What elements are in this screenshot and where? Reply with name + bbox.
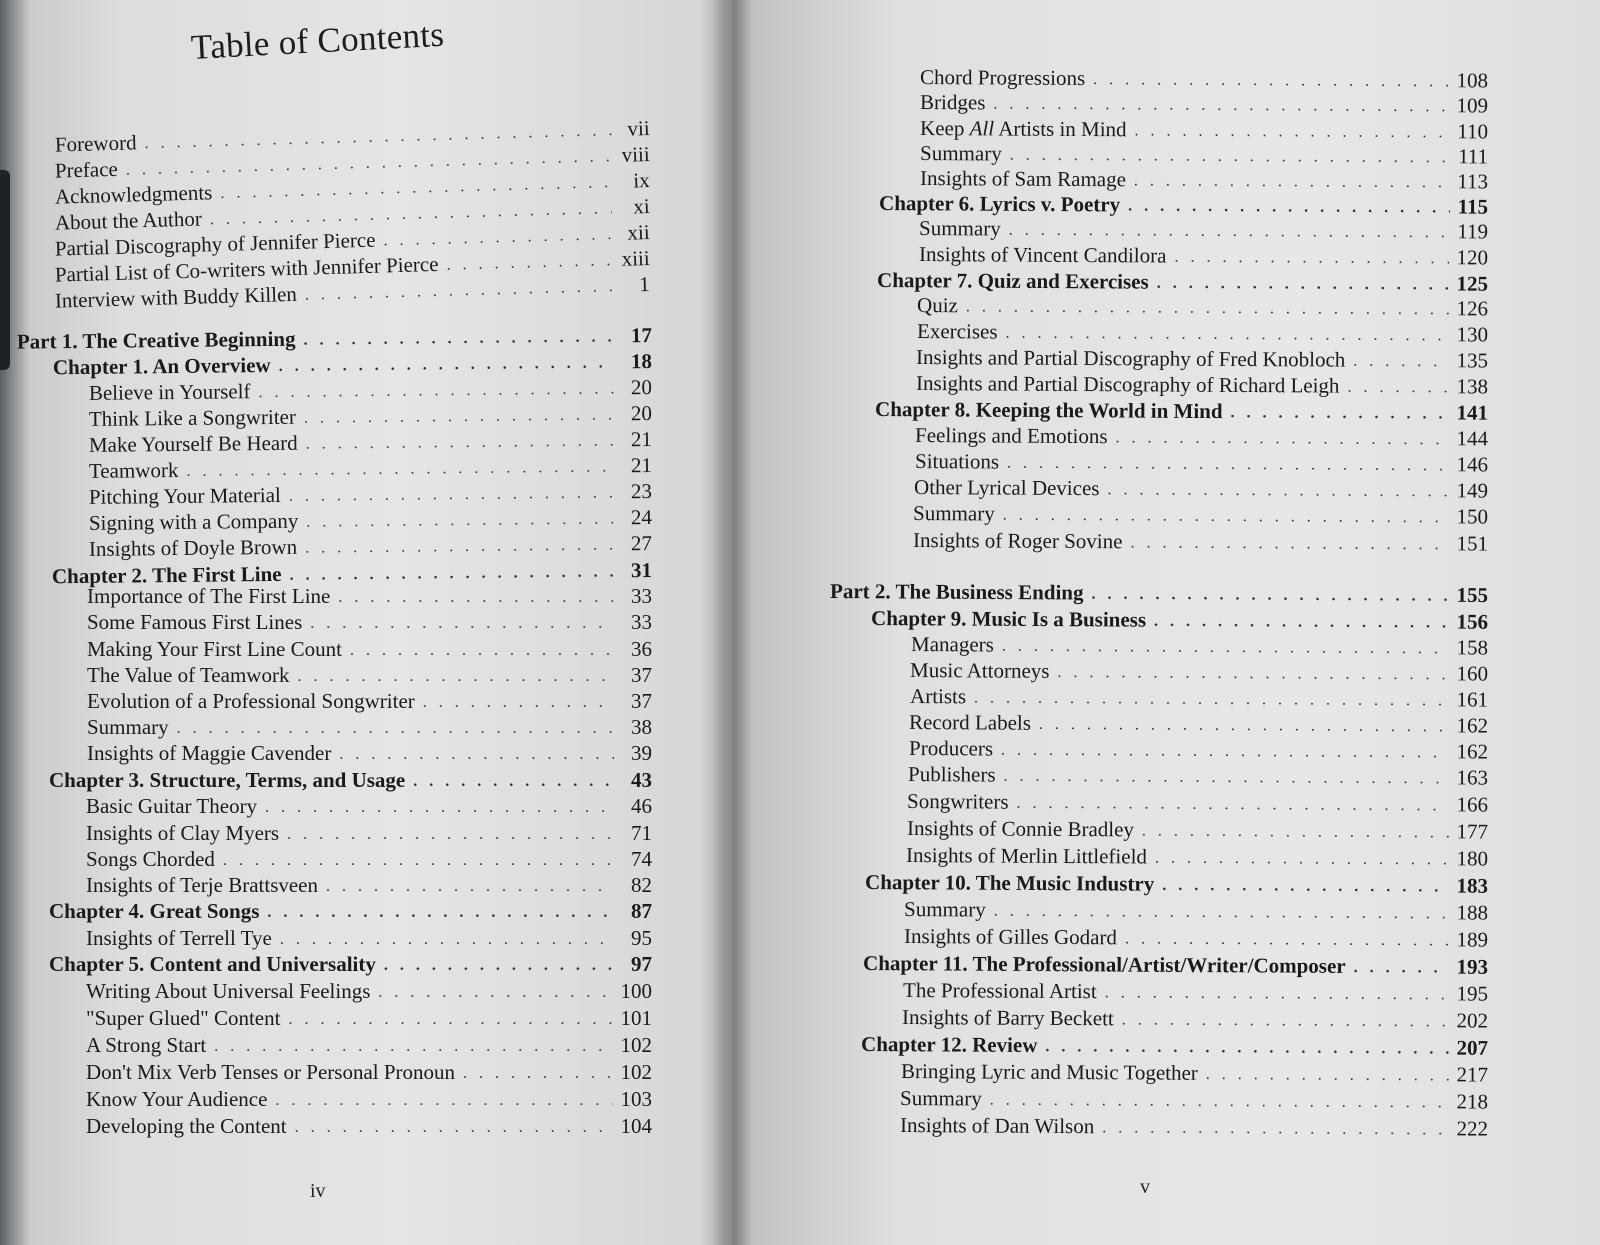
leader-dots: [1039, 714, 1449, 739]
toc-entry-section: [87, 583, 652, 609]
toc-entry-page: 151: [1456, 531, 1489, 556]
toc-entry-page: 39: [631, 741, 652, 765]
toc-entry-page: 166: [1456, 792, 1489, 817]
toc-entry-section: [87, 636, 652, 662]
leader-dots: [306, 508, 614, 533]
toc-entry-label: Publishers: [908, 762, 996, 787]
leader-dots: [297, 666, 614, 688]
toc-entry-label: Insights of Terje Brattsveen: [86, 873, 319, 897]
toc-entry-page: 104: [620, 1114, 652, 1138]
toc-entry-page: 155: [1456, 582, 1489, 608]
toc-entry-label: Managers: [911, 632, 994, 657]
toc-entry-label: Insights of Connie Bradley: [907, 816, 1135, 842]
toc-entry-label: Writing About Universal Feelings: [86, 979, 371, 1003]
toc-entry-label: Insights of Vincent Candilora: [919, 242, 1167, 268]
toc-entry-label: Acknowledgments: [54, 180, 213, 209]
leader-dots: [974, 687, 1449, 712]
leader-dots: [993, 93, 1448, 118]
toc-entry-section: [901, 1058, 1488, 1088]
toc-entry-label: Chapter 5. Content and Universality: [49, 952, 376, 976]
toc-entry-section: [907, 788, 1488, 818]
toc-entry-label: Songs Chorded: [86, 847, 215, 871]
toc-entry-page: viii: [621, 142, 650, 167]
toc-entry-label: Believe in Yourself: [88, 379, 251, 405]
toc-entry-section: [906, 842, 1488, 872]
toc-entry-label: Know Your Audience: [86, 1087, 268, 1111]
toc-entry-label: Teamwork: [88, 457, 179, 483]
toc-entry-section: [909, 735, 1488, 765]
leader-dots: [1102, 1117, 1448, 1141]
right-page: [732, 0, 1600, 1245]
toc-entry-page: 161: [1456, 687, 1489, 712]
toc-entry-page: 37: [631, 689, 652, 713]
toc-entry-page: 162: [1456, 713, 1489, 738]
toc-entry-section: [900, 1085, 1488, 1115]
toc-entry-label: Insights of Gilles Godard: [904, 924, 1118, 950]
toc-entry-section: [907, 815, 1488, 845]
leader-dots: [295, 1117, 613, 1139]
toc-entry-page: 111: [1458, 144, 1489, 169]
toc-entry-label: Partial Discography of Jennifer Pierce: [54, 227, 376, 261]
toc-entry-page: 141: [1456, 400, 1489, 425]
leader-dots: [1009, 220, 1450, 245]
toc-entry-label: Developing the Content: [86, 1114, 287, 1138]
toc-entry-page: 177: [1456, 819, 1489, 844]
toc-entry-label: Summary: [87, 715, 169, 739]
leader-dots: [1091, 584, 1448, 608]
toc-entry-page: 20: [630, 375, 652, 400]
page-number: v: [1140, 1176, 1150, 1198]
toc-entry-page: 183: [1456, 873, 1489, 898]
leader-dots: [463, 1063, 612, 1085]
toc-entry-section: [86, 925, 652, 951]
leader-dots: [339, 744, 614, 766]
leader-dots: [994, 901, 1449, 926]
toc-entry-chapter-9: [871, 605, 1488, 635]
leader-dots: [1003, 505, 1449, 530]
toc-entry-label: Insights of Maggie Cavender: [87, 741, 332, 765]
toc-entry-label: [920, 115, 1135, 142]
toc-entry-label: Record Labels: [909, 710, 1032, 735]
toc-entry-page: 21: [630, 427, 652, 452]
toc-entry-label: Insights of Doyle Brown: [88, 534, 298, 561]
toc-entry-label: Chapter 8. Keeping the World in Mind: [875, 397, 1223, 424]
leader-dots: [310, 613, 614, 635]
toc-entry-page: 108: [1456, 68, 1489, 93]
toc-entry-page: 158: [1456, 635, 1489, 660]
toc-entry-label: Part 1. The Creative Beginning: [16, 326, 296, 354]
toc-entry-page: 218: [1456, 1089, 1489, 1114]
leader-dots: [1045, 1036, 1448, 1060]
toc-entry-section: [86, 1005, 652, 1031]
toc-entry-page: vii: [627, 116, 650, 141]
toc-entry-page: 193: [1456, 954, 1489, 979]
toc-entry-label: Chapter 10. The Music Industry: [865, 870, 1155, 896]
toc-entry-label: Feelings and Emotions: [915, 423, 1108, 449]
leader-dots: [1016, 793, 1448, 818]
toc-entry-section: [911, 631, 1488, 661]
leader-dots: [303, 326, 614, 351]
leader-dots: [350, 640, 614, 662]
toc-entry-section: [86, 1032, 652, 1058]
leader-dots: [1005, 323, 1448, 348]
toc-entry-page: 162: [1456, 739, 1489, 764]
toc-entry-page: 23: [630, 479, 652, 504]
toc-entry-section: [86, 846, 652, 872]
toc-entry-page: 95: [631, 926, 652, 950]
toc-entry-section: [917, 318, 1488, 347]
toc-entry-page: 130: [1456, 322, 1489, 347]
toc-entry-page: 33: [631, 610, 652, 634]
toc-entry-page: 138: [1456, 374, 1489, 399]
toc-entry-label: Basic Guitar Theory: [86, 794, 258, 818]
toc-entry-page: 18: [630, 349, 652, 374]
toc-entry-page: 217: [1456, 1062, 1489, 1087]
leader-dots: [265, 797, 614, 819]
toc-entry-label: Chapter 11. The Professional/Artist/Writer/Composer: [863, 951, 1346, 978]
leader-dots: [1001, 740, 1449, 765]
leader-dots: [1354, 957, 1449, 980]
toc-entry-page: 119: [1457, 219, 1489, 244]
leader-dots: [1134, 170, 1450, 194]
label-text: Keep: [920, 116, 970, 141]
leader-dots: [275, 1090, 612, 1112]
toc-entry-page: 110: [1457, 119, 1489, 144]
toc-entry-page: 150: [1456, 504, 1489, 529]
leader-dots: [1130, 532, 1448, 556]
toc-entry-page: 1: [638, 272, 650, 297]
toc-entry-section: [915, 448, 1488, 477]
toc-entry-page: 27: [630, 531, 652, 556]
toc-entry-section: [919, 215, 1488, 244]
toc-entry-section: [910, 683, 1488, 713]
toc-entry-section: [86, 1113, 652, 1139]
toc-entry-chapter-4: [49, 898, 652, 924]
toc-entry-label: Other Lyrical Devices: [914, 475, 1100, 501]
leader-dots: [338, 587, 614, 609]
toc-entry-page: 149: [1456, 478, 1489, 503]
toc-entry-label: Summary: [920, 141, 1002, 166]
leader-dots: [177, 718, 614, 740]
toc-entry-label: Summary: [904, 897, 986, 922]
toc-entry-page: 46: [631, 794, 652, 818]
leader-dots: [1115, 427, 1448, 451]
leader-dots: [384, 955, 614, 977]
toc-entry-page: 33: [631, 584, 652, 608]
toc-entry-page: 126: [1456, 296, 1489, 321]
leader-dots: [304, 404, 614, 429]
leader-dots: [326, 876, 614, 898]
toc-entry-chapter-5: [49, 951, 652, 977]
toc-entry-page: xii: [627, 220, 650, 245]
leader-dots: [1206, 1064, 1449, 1087]
toc-entry-page: xi: [632, 194, 650, 219]
leader-dots: [1155, 848, 1449, 872]
toc-entry-part-2: [830, 578, 1488, 608]
toc-entry-page: 115: [1457, 194, 1489, 219]
toc-entry-page: 100: [620, 979, 652, 1003]
toc-entry-label: Insights of Terrell Tye: [86, 926, 272, 950]
toc-entry-section: [919, 241, 1488, 270]
toc-entry-label: Songwriters: [907, 789, 1009, 814]
toc-entry-section: [904, 896, 1488, 926]
toc-entry-label: Situations: [915, 449, 1000, 474]
toc-entry-page: 188: [1456, 900, 1489, 925]
toc-entry-page: 36: [631, 637, 652, 661]
toc-entry-section: [87, 714, 652, 740]
leader-dots: [1142, 820, 1449, 844]
toc-entry-label: Bringing Lyric and Music Together: [901, 1059, 1198, 1085]
leader-dots: [223, 850, 614, 872]
toc-entry-label: Make Yourself Be Heard: [88, 430, 298, 457]
toc-entry-section: [915, 422, 1488, 451]
toc-entry-label: Chapter 9. Music Is a Business: [871, 606, 1147, 632]
toc-entry-page: 135: [1456, 348, 1489, 373]
toc-entry-label: Interview with Buddy Killen: [54, 281, 298, 313]
leader-dots: [305, 534, 614, 559]
toc-entry-label: Making Your First Line Count: [87, 637, 342, 661]
toc-entry-label: Preface: [54, 156, 119, 183]
leader-dots: [1107, 479, 1448, 503]
toc-entry-label: Chord Progressions: [920, 65, 1086, 91]
toc-entry-section: [87, 662, 652, 688]
toc-entry-label: A Strong Start: [86, 1033, 207, 1057]
toc-entry-label: Evolution of a Professional Songwriter: [87, 689, 415, 713]
toc-entry-label: Summary: [913, 501, 995, 526]
leader-dots: [1353, 351, 1448, 374]
toc-entry-chapter-8: [875, 396, 1488, 426]
toc-entry-label: The Professional Artist: [903, 978, 1097, 1004]
toc-entry-page: 189: [1456, 927, 1489, 952]
toc-entry-label: Summary: [919, 216, 1001, 241]
toc-entry-page: 180: [1456, 846, 1489, 871]
toc-entry-section: [920, 89, 1488, 118]
toc-entry-label: Some Famous First Lines: [87, 610, 303, 634]
leader-dots: [267, 902, 614, 924]
leader-dots: [1122, 1009, 1449, 1033]
toc-entry-page: 163: [1456, 765, 1489, 790]
toc-entry-section: [904, 923, 1488, 953]
page-number: iv: [310, 1180, 326, 1202]
toc-entry-section: [913, 527, 1488, 557]
toc-entry-label: Insights of Clay Myers: [86, 821, 280, 845]
toc-entry-chapter-3: [49, 767, 652, 793]
toc-entry-label: Music Attorneys: [910, 658, 1050, 683]
toc-entry-section: [909, 709, 1488, 739]
leader-dots: [966, 296, 1449, 321]
toc-entry-page: 71: [631, 821, 652, 845]
toc-entry-label: Chapter 4. Great Songs: [49, 899, 260, 923]
toc-entry-label: Think Like a Songwriter: [88, 404, 297, 431]
leader-dots: [1004, 766, 1449, 791]
leader-dots: [280, 929, 614, 951]
toc-entry-chapter-11: [863, 950, 1488, 980]
toc-entry-page: 74: [631, 847, 652, 871]
toc-entry-section: [913, 500, 1488, 530]
leader-dots: [1007, 453, 1449, 478]
toc-entry-section: [86, 1059, 652, 1085]
toc-entry-page: 101: [620, 1006, 652, 1030]
toc-entry-label: Insights and Partial Discography of Fred Knobloch: [916, 345, 1346, 372]
toc-entry-label: Insights and Partial Discography of Richard Leigh: [916, 371, 1340, 398]
toc-entry-section: [87, 609, 652, 635]
page-title: Table of Contents: [190, 14, 446, 67]
leader-dots: [1174, 247, 1448, 271]
toc-entry-page: 38: [631, 715, 652, 739]
toc-entry-label: Chapter 3. Structure, Terms, and Usage: [49, 768, 406, 792]
toc-entry-label: Chapter 7. Quiz and Exercises: [877, 268, 1149, 294]
toc-entry-label: Insights of Merlin Littlefield: [906, 843, 1148, 869]
toc-entry-page: 43: [631, 768, 652, 792]
left-page: [0, 0, 730, 1245]
toc-entry-label: Insights of Sam Ramage: [920, 166, 1127, 192]
toc-entry-page: 31: [630, 558, 652, 583]
toc-entry-chapter-12: [861, 1031, 1488, 1061]
toc-entry-section: [917, 292, 1488, 321]
toc-entry-label: Partial List of Co-writers with Jennifer Pierce: [54, 251, 439, 287]
leader-dots: [288, 1009, 612, 1031]
toc-entry-page: 87: [631, 899, 652, 923]
toc-entry-page: 120: [1456, 245, 1489, 270]
toc-entry-label: About the Author: [54, 206, 203, 235]
toc-entry-page: 24: [630, 505, 652, 530]
label-text: Artists in Mind: [994, 116, 1127, 142]
toc-entry-section: [87, 740, 652, 766]
leader-dots: [1002, 636, 1449, 661]
toc-entry-chapter-10: [865, 869, 1488, 899]
toc-entry-page: 37: [631, 663, 652, 687]
toc-entry-page: 103: [620, 1087, 652, 1111]
toc-entry-label: "Super Glued" Content: [86, 1006, 281, 1030]
label-emphasis: All: [969, 116, 995, 141]
toc-entry-page: 202: [1456, 1008, 1489, 1033]
toc-entry-page: 82: [631, 873, 652, 897]
toc-entry-section: [908, 761, 1488, 791]
toc-entry-label: Summary: [900, 1086, 982, 1111]
toc-entry-label: Insights of Dan Wilson: [900, 1113, 1095, 1139]
toc-entry-page: 113: [1457, 169, 1489, 194]
toc-entry-page: 20: [630, 401, 652, 426]
toc-entry-section: [86, 978, 652, 1004]
toc-entry-label: Insights of Roger Sovine: [913, 528, 1123, 554]
leader-dots: [413, 771, 614, 793]
toc-entry-page: 146: [1456, 452, 1489, 477]
toc-entry-section: [86, 793, 652, 819]
toc-entry-section: [916, 370, 1488, 399]
toc-entry-page: ix: [632, 168, 650, 193]
toc-entry-label: Artists: [910, 684, 967, 709]
leader-dots: [1105, 982, 1449, 1006]
toc-entry-section: [903, 977, 1488, 1007]
toc-entry-section: [86, 1086, 652, 1112]
toc-entry-section: [900, 1112, 1488, 1142]
toc-entry-label: Foreword: [54, 130, 137, 157]
leader-dots: [1125, 928, 1449, 952]
toc-entry-page: 195: [1456, 981, 1489, 1006]
toc-entry-page: 207: [1456, 1035, 1489, 1060]
toc-entry-label: Chapter 12. Review: [861, 1032, 1038, 1058]
toc-entry-section: [916, 344, 1488, 373]
toc-entry-page: 21: [630, 453, 652, 478]
leader-dots: [423, 692, 614, 714]
leader-dots: [378, 982, 612, 1004]
toc-entry-section: [914, 474, 1488, 504]
toc-entry-section: [86, 872, 652, 898]
toc-entry-page: 125: [1456, 271, 1489, 296]
toc-entry-page: 156: [1456, 609, 1489, 634]
leader-dots: [1162, 875, 1448, 899]
leader-dots: [306, 430, 614, 455]
toc-entry-section: [910, 657, 1488, 687]
toc-entry-label: Bridges: [920, 90, 986, 115]
toc-entry-label: Quiz: [917, 293, 958, 318]
toc-entry-page: 17: [630, 323, 652, 348]
toc-entry-page: 160: [1456, 661, 1489, 686]
leader-dots: [305, 276, 612, 307]
toc-entry-section: [86, 820, 652, 846]
toc-entry-section: [902, 1004, 1488, 1034]
toc-entry-label: Producers: [909, 736, 994, 761]
toc-entry-page: 97: [631, 952, 652, 976]
leader-dots: [287, 824, 614, 846]
leader-dots: [1347, 377, 1448, 400]
leader-dots: [1057, 662, 1448, 686]
toc-entry-label: Insights of Barry Beckett: [902, 1005, 1114, 1031]
toc-entry-page: 144: [1456, 426, 1489, 451]
leader-dots: [1154, 611, 1449, 635]
toc-entry-label: Exercises: [917, 319, 998, 344]
toc-entry-page: 102: [620, 1060, 652, 1084]
toc-entry-label: Chapter 1. An Overview: [52, 352, 271, 380]
toc-entry-label: Importance of The First Line: [87, 584, 331, 608]
toc-entry-page: xiii: [621, 246, 650, 271]
toc-entry-label: Don't Mix Verb Tenses or Personal Pronoun: [86, 1060, 456, 1084]
leader-dots: [990, 1090, 1449, 1115]
toc-entry-label: Chapter 6. Lyrics v. Poetry: [879, 191, 1121, 217]
toc-entry-label: The Value of Teamwork: [87, 663, 290, 687]
toc-entry-page: 109: [1456, 93, 1489, 118]
toc-entry-label: Part 2. The Business Ending: [830, 579, 1084, 605]
toc-entry-section: [87, 688, 652, 714]
toc-entry-label: Pitching Your Material: [88, 482, 281, 509]
leader-dots: [1231, 402, 1449, 425]
toc-entry-label: Signing with a Company: [88, 508, 299, 535]
toc-entry-page: 102: [620, 1033, 652, 1057]
toc-entry-label: Chapter 2. The First Line: [51, 561, 282, 589]
toc-entry-page: 222: [1456, 1116, 1489, 1141]
leader-dots: [214, 1036, 612, 1058]
